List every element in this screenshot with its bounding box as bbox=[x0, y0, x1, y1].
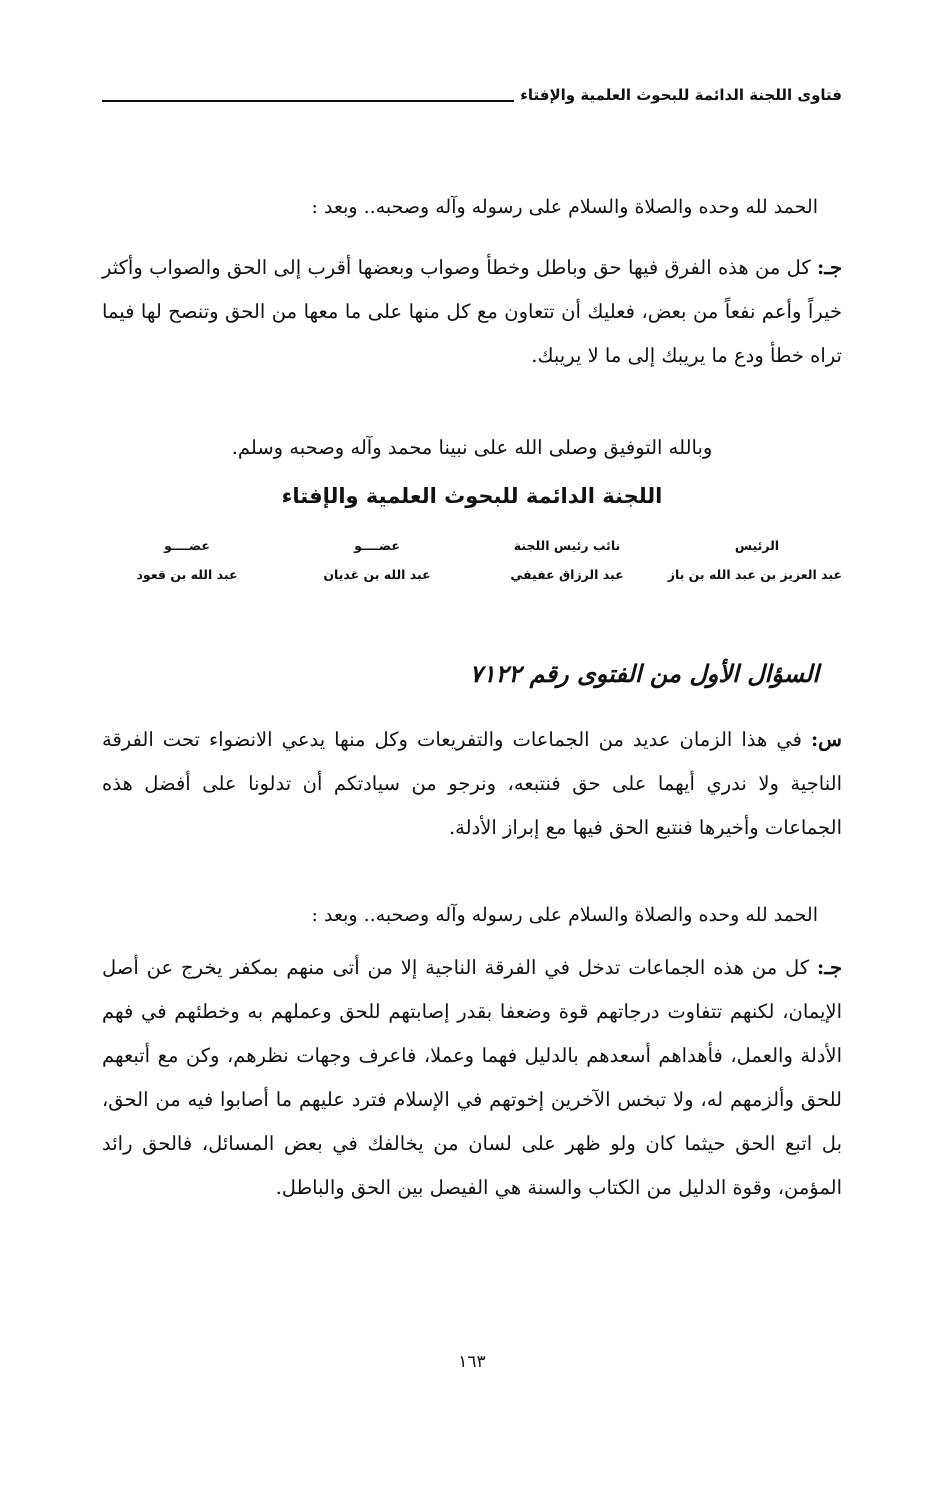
signature-block bbox=[102, 538, 842, 582]
answer-two-opener: الحمد لله وحده والصلاة والسلام على رسوله وآله وصحبه.. وبعد : bbox=[311, 904, 818, 926]
answer-lead: جـ: bbox=[817, 256, 842, 279]
question-text: في هذا الزمان عديد من الجماعات والتفريعات وكل منها يدعي الانضواء تحت الفرقة الناجية ولا ندري أيهما على حق فنتبعه، ونرجو من سيادتكم أن تدلونا على أفضل هذه الجماعات وأخيرها فنتبع الحق فيها مع إبراز الأدلة. bbox=[102, 728, 842, 839]
answer-one-text: كل من هذه الفرق فيها حق وباطل وخطأ وصواب وبعضها أقرب إلى الحق والصواب وأكثر خيراً وأعم نفعاً من بعض، فعليك أن تتعاون مع كل منها على ما معها من الحق وتنصح لها فيما تراه خطأ ودع ما يريبك إلى ما لا يريبك. bbox=[102, 256, 842, 367]
signature-name: عبد الله بن غديان bbox=[323, 567, 431, 582]
answer-lead: جـ: bbox=[817, 956, 842, 979]
signature-member bbox=[292, 538, 462, 582]
signature-role: نائب رئيس اللجنة bbox=[513, 538, 621, 553]
signature-role: عضــــو bbox=[354, 538, 400, 553]
answer-one-opener: الحمد لله وحده والصلاة والسلام على رسوله وآله وصحبه.. وبعد : bbox=[311, 196, 818, 218]
signature-role: عضــــو bbox=[164, 538, 210, 553]
question-lead: س: bbox=[810, 728, 842, 751]
signature-name: عبد الرزاق عفيفي bbox=[510, 567, 624, 582]
signature-role: الرئيس bbox=[734, 538, 780, 553]
signature-name: عبد الله بن قعود bbox=[136, 567, 238, 582]
question-paragraph bbox=[102, 718, 842, 850]
answer-one-paragraph bbox=[102, 246, 842, 378]
page-number: ١٦٣ bbox=[458, 1352, 486, 1372]
signature-president bbox=[667, 538, 842, 582]
answer-two-paragraph bbox=[102, 946, 842, 1210]
header-title: فتاوى اللجنة الدائمة للبحوث العلمية والإفتاء bbox=[514, 86, 842, 104]
signature-name: عبد العزيز بن عبد الله بن باز bbox=[667, 567, 842, 582]
closing-line: وبالله التوفيق وصلى الله على نبينا محمد وآله وصحبه وسلم. bbox=[231, 436, 713, 459]
signature-vice-president bbox=[482, 538, 652, 582]
signature-member bbox=[102, 538, 272, 582]
answer-two-text: كل من هذه الجماعات تدخل في الفرقة الناجية إلا من أتى منهم بمكفر يخرج عن أصل الإيمان، لكنهم تتفاوت درجاتهم قوة وضعفا بقدر إصابتهم للحق وعملهم به وخطئهم في فهم الأدلة والعمل، فأهداهم أسعدهم بالدليل فهما وعملا، فاعرف وجهات نظرهم، وكن مع أتبعهم للحق وألزمهم له، ولا تبخس الآخرين إخوتهم في الإسلام فترد عليهم ما أصابوا فيه من الحق، بل اتبع الحق حيثما كان ولو ظهر على لسان من يخالفك في بعض المسائل، فالحق رائد المؤمن، وقوة الدليل من الكتاب والسنة هي الفيصل بين الحق والباطل. bbox=[102, 956, 842, 1199]
question-title: السؤال الأول من الفتوى رقم ٧١٢٢ bbox=[469, 660, 819, 688]
committee-name: اللجنة الدائمة للبحوث العلمية والإفتاء bbox=[281, 484, 663, 508]
running-header bbox=[102, 86, 842, 110]
